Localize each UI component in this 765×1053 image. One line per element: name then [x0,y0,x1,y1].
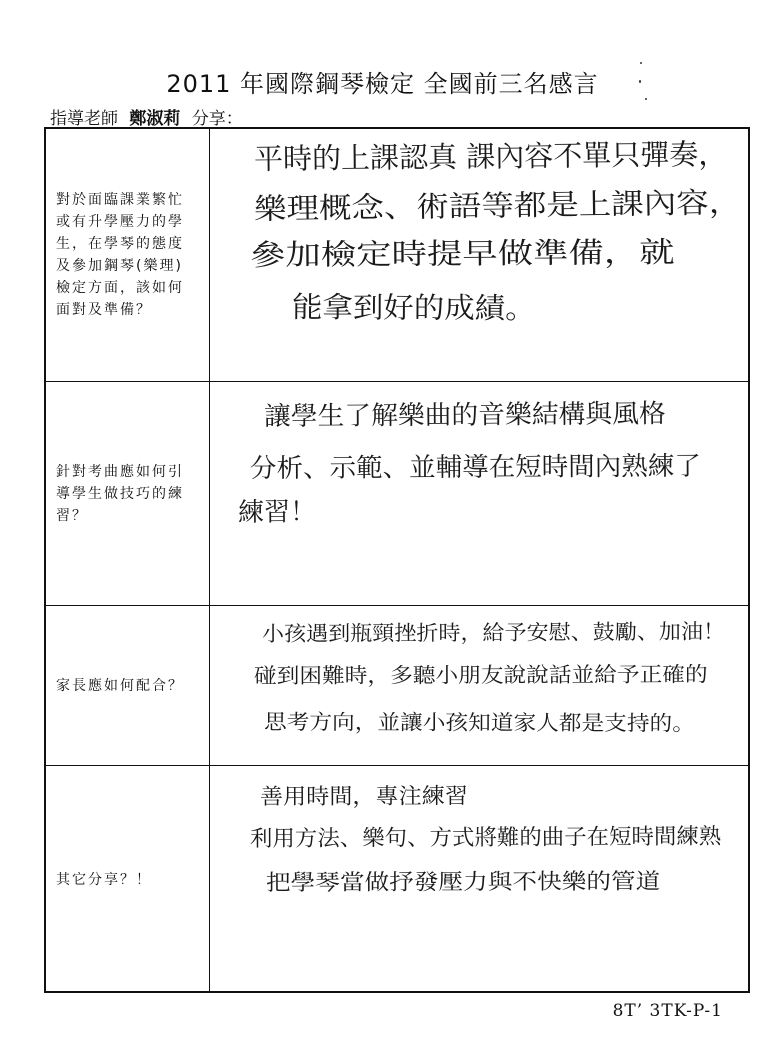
answer-line: 思考方向，並讓小孩知道家人都是支持的。 [263,710,695,736]
teacher-name: 鄭淑莉 [129,109,181,129]
question-text: 家長應如何配合？ [56,677,184,694]
answer-line: 善用時間，專注練習 [259,784,468,810]
answer-cell [210,606,748,765]
question-cell [46,129,210,381]
question-cell [46,766,210,993]
answer-line: 樂理概念、術語等都是上課內容， [253,185,742,226]
answer-cell [210,382,748,605]
answer-line: 練習！ [237,497,317,528]
document-code: 8T’ 3TK-P-1 [612,1001,723,1021]
qa-row [46,606,748,766]
page-title: 2011 年國際鋼琴檢定 全國前三名感言 [166,70,599,98]
answer-cell [210,766,748,993]
answer-line: 能拿到好的成績。 [291,290,536,326]
answer-line: 讓學生了解樂曲的音樂結構與風格 [263,399,666,432]
answer-line: 碰到困難時，多聽小朋友說說話並給予正確的 [253,662,708,688]
scan-speck [640,62,642,64]
question-cell [46,606,210,765]
qa-row [46,766,748,993]
scan-speck [645,98,647,100]
qa-row [46,129,748,382]
answer-line: 參加檢定時提早做準備，就 [249,235,675,272]
scan-speck [639,80,641,83]
answer-line: 小孩遇到瓶頸挫折時，給予安慰、鼓勵、加油！ [261,619,726,646]
answer-line: 分析、示範、並輔導在短時間內熟練了 [249,451,701,484]
question-text: 其它分享？！ [56,871,152,888]
qa-table [44,127,750,993]
teacher-suffix: 分享： [191,109,243,129]
qa-row [46,382,748,606]
answer-cell [210,129,748,381]
answer-line: 把學琴當做抒發壓力與不快樂的管道 [265,869,661,896]
answer-line: 利用方法、樂句、方式將難的曲子在短時間練熟 [249,824,722,852]
answer-line: 平時的上課認真 課內容不單只彈奏， [253,137,728,176]
question-cell [46,382,210,605]
teacher-label: 指導老師 [50,109,118,129]
question-text: 對於面臨課業繁忙 或有升學壓力的學 生，在學琴的態度 及參加鋼琴(樂理) 檢定方面，該如何 面對及準備？ [56,192,184,318]
question-text: 針對考曲應如何引 導學生做技巧的練 習？ [56,463,184,524]
teacher-line [50,104,243,129]
